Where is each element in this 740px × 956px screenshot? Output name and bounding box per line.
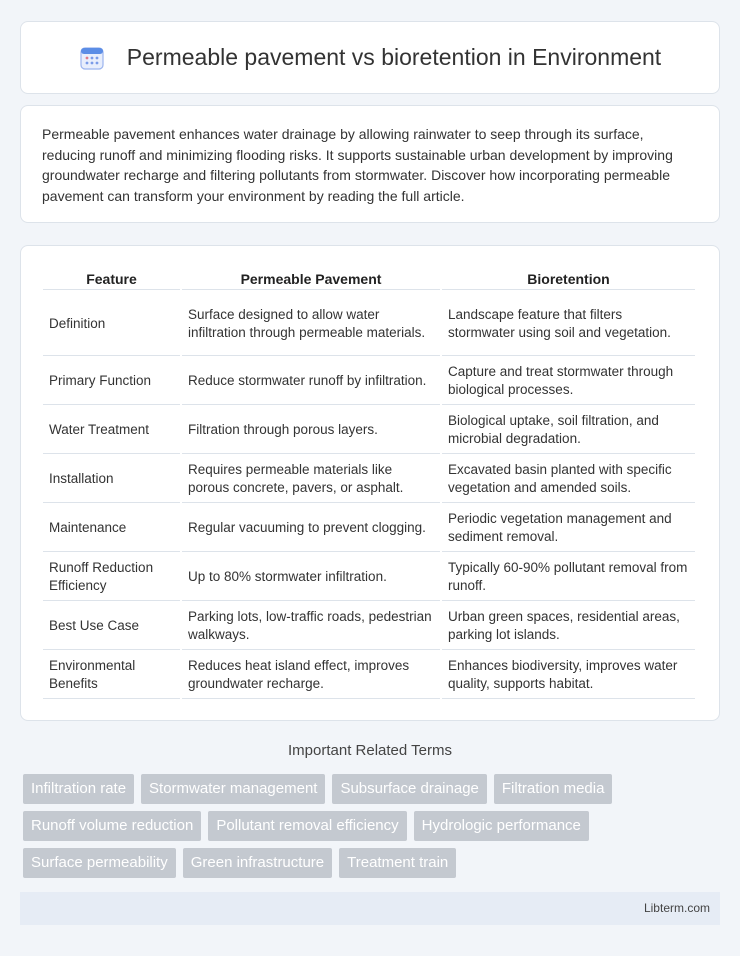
table-header-row [43, 266, 695, 290]
table-cell-bioretention: Excavated basin planted with specific vegetation and amended soils. [442, 456, 695, 503]
table-cell-permeable: Reduce stormwater runoff by infiltration. [182, 358, 440, 405]
table-cell-bioretention: Periodic vegetation management and sediment removal. [442, 505, 695, 552]
footer-site-link[interactable]: Libterm.com [643, 901, 710, 915]
table-cell-permeable: Up to 80% stormwater infiltration. [182, 554, 440, 601]
table-row [43, 652, 695, 699]
calendar-grid-icon [79, 45, 105, 71]
table-row [43, 407, 695, 454]
table-cell-feature: Installation [43, 456, 180, 503]
table-cell-permeable: Parking lots, low-traffic roads, pedestrian walkways. [182, 603, 440, 650]
tag-runoff-volume-reduction[interactable]: Runoff volume reduction [23, 811, 201, 841]
table-cell-bioretention: Landscape feature that filters stormwater using soil and vegetation. [442, 292, 695, 356]
table-cell-bioretention: Urban green spaces, residential areas, parking lot islands. [442, 603, 695, 650]
tag-green-infrastructure[interactable]: Green infrastructure [183, 848, 332, 878]
tag-subsurface-drainage[interactable]: Subsurface drainage [332, 774, 486, 804]
table-cell-feature: Best Use Case [43, 603, 180, 650]
table-cell-feature: Water Treatment [43, 407, 180, 454]
intro-card [20, 105, 720, 223]
tag-row [23, 848, 723, 878]
tag-row [23, 774, 723, 804]
table-cell-permeable: Surface designed to allow water infiltration through permeable materials. [182, 292, 440, 356]
table-cell-bioretention: Typically 60-90% pollutant removal from runoff. [442, 554, 695, 601]
table-cell-bioretention: Capture and treat stormwater through biological processes. [442, 358, 695, 405]
table-cell-bioretention: Enhances biodiversity, improves water quality, supports habitat. [442, 652, 695, 699]
table-cell-feature: Runoff Reduction Efficiency [43, 554, 180, 601]
intro-text: Permeable pavement enhances water drainage by allowing rainwater to seep through its surface, reducing runoff and minimizing flooding risks. It supports sustainable urban development by improving groundwater recharge and filtering pollutants from stormwater. Discover how incorporating permeable pavement can transform your environment by reading the full article. [42, 126, 673, 204]
tag-stormwater-management[interactable]: Stormwater management [141, 774, 325, 804]
table-cell-feature: Environmental Benefits [43, 652, 180, 699]
table-cell-permeable: Reduces heat island effect, improves groundwater recharge. [182, 652, 440, 699]
page-title: Permeable pavement vs bioretention in Environment [126, 44, 662, 70]
table-row [43, 505, 695, 552]
column-header-feature: Feature [43, 266, 180, 290]
tag-row [23, 811, 723, 841]
table-cell-bioretention: Biological uptake, soil filtration, and microbial degradation. [442, 407, 695, 454]
table-cell-permeable: Requires permeable materials like porous concrete, pavers, or asphalt. [182, 456, 440, 503]
table-cell-feature: Maintenance [43, 505, 180, 552]
header-card [20, 21, 720, 94]
table-row [43, 603, 695, 650]
table-cell-feature: Definition [43, 292, 180, 356]
table-row [43, 358, 695, 405]
tag-infiltration-rate[interactable]: Infiltration rate [23, 774, 134, 804]
tag-treatment-train[interactable]: Treatment train [339, 848, 456, 878]
table-row [43, 292, 695, 356]
table-cell-permeable: Regular vacuuming to prevent clogging. [182, 505, 440, 552]
table-cell-permeable: Filtration through porous layers. [182, 407, 440, 454]
comparison-table [41, 264, 697, 701]
related-terms-tags [23, 774, 723, 885]
tag-surface-permeability[interactable]: Surface permeability [23, 848, 176, 878]
column-header-bioretention: Bioretention [442, 266, 695, 290]
comparison-table-card [20, 245, 720, 721]
related-terms-title: Important Related Terms [288, 742, 452, 759]
table-row [43, 554, 695, 601]
tag-pollutant-removal-efficiency[interactable]: Pollutant removal efficiency [208, 811, 406, 841]
table-cell-feature: Primary Function [43, 358, 180, 405]
footer [20, 892, 720, 925]
table-row [43, 456, 695, 503]
tag-filtration-media[interactable]: Filtration media [494, 774, 613, 804]
column-header-permeable-pavement: Permeable Pavement [182, 266, 440, 290]
tag-hydrologic-performance[interactable]: Hydrologic performance [414, 811, 589, 841]
